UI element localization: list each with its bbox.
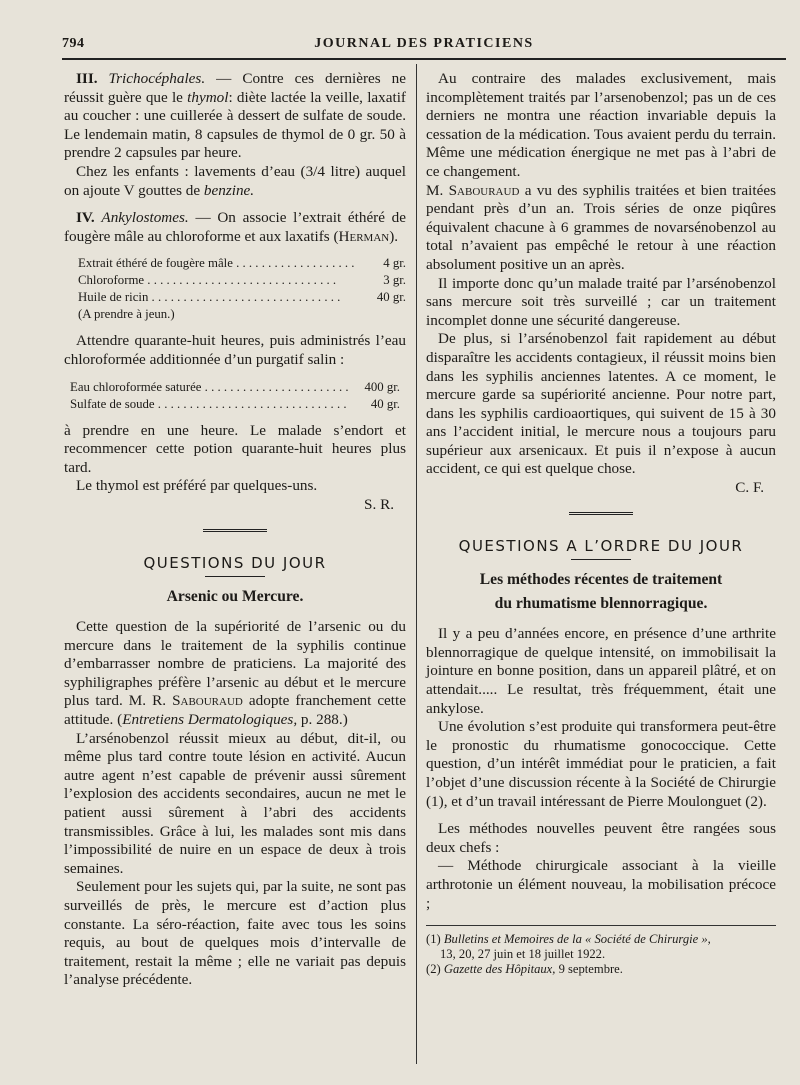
footnote-2: (2) Gazette des Hôpitaux, 9 septembre. — [426, 962, 623, 977]
paragraph-arsenobenzol: L’arsénobenzol réussit mieux au début, dit-il, ou même plus tard contre toute lésion en activité. Aucun autre agent n’est capable de prévenir aussi sûrement l’explosion des accidents secondaires, aucun ne met le patient aussi sûrement à l’abri des accidents transmissibles. Grâce à lui, les malades sont mis dans l’impossibilité de nuire en un espace de deux à trois semaines. — [64, 729, 406, 877]
prescription-line: Sulfate de soude . . . 40 gr. — [70, 396, 400, 413]
paragraph-il-y-a-peu: Il y a peu d’années encore, en présence d’une arthrite blennorragique de quelque intensité, on immobilisait la jointure en bonne position, dans un appareil plâtré, et on attendait..... Le resultat, très fréquemment, était une ankylose. — [426, 625, 776, 717]
paragraph-seulement: Seulement pour les sujets qui, par la suite, ne sont pas surveillés de près, le mercure est d’action plus constante. La séro-réaction, faite avec tous les soins requis, au bout de quelques mois d’intervalle de traitement, restait la même ; elle ne variait pas depuis l’analyse précédente. — [64, 878, 406, 989]
section-heading-questions-du-jour: QUESTIONS DU JOUR — [143, 553, 327, 572]
paragraph-il-importe: Il importe donc qu’un malade traité par l’arsénobenzol sans mercure soit très surveillé ; car un traitement incomplet donne une sécurité dangereuse. — [426, 274, 776, 329]
paragraph-attendre: Attendre quarante-huit heures, puis administrés l’eau chloroformée additionnée d’un purgatif salin : — [64, 332, 406, 368]
paragraph-de-plus: De plus, si l’arsénobenzol fait rapidement au début disparaître les accidents contagieux, il réussit moins bien dans les syphilis anciennes latentes. A ce moment, le mercure garde sa supériorité ancienne. Pour notre part, dans les syphilis cardioaortiques, qui suivent de 15 à 30 ans l’accident initial, le mercure nous a toujours paru supérieur aux arsenicaux. Et puis il n’expose à aucun accident, ce qui est quelque chose. — [426, 330, 776, 478]
paragraph-thymol: Le thymol est préféré par quelques-uns. — [76, 477, 318, 495]
article-title-line-2: du rhumatisme blennorragique. — [494, 595, 708, 613]
prescription-purgatif — [64, 379, 406, 413]
double-rule — [569, 512, 633, 515]
signature-sr: S. R. — [364, 495, 394, 513]
short-rule — [205, 576, 265, 577]
section-heading-ordre-du-jour: QUESTIONS A L’ORDRE DU JOUR — [458, 536, 744, 555]
prescription-line: Eau chloroformée saturée . . . 400 gr. — [70, 379, 400, 396]
paragraph-potion: à prendre en une heure. Le malade s’endort et recommencer cette potion quarante-huit heures plus tard. — [64, 421, 406, 476]
paragraph-ankylostomes: IV. Ankylostomes. — On associe l’extrait éthéré de fougère mâle au chloroforme et aux laxatifs (Herman). — [64, 209, 407, 245]
paragraph-au-contraire: Au contraire des malades exclusivement, mais incomplètement traités par l’arsenobenzol; pas un de ces derniers ne montra une réaction invariable depuis la cessation de la médication. Tous avaient perdu du terrain. Même une médication énergique ne met pas à l’abri de ce changement. — [426, 70, 776, 180]
article-title-arsenic: Arsenic ou Mercure. — [166, 588, 304, 606]
prescription-ankylostomes — [64, 255, 406, 323]
signature-cf: C. F. — [735, 479, 764, 497]
prescription-line: Chloroforme . . . 3 gr. — [78, 272, 406, 289]
left-column — [64, 70, 406, 990]
paragraph-methode-chirurgicale: — Méthode chirurgicale associant à la vieille arthrotonie un élément nouveau, la mobilisation précoce ; — [426, 857, 776, 912]
running-header — [62, 36, 786, 56]
column-divider — [416, 64, 417, 1064]
paragraph-question-arsenic: Cette question de la supériorité de l’arsenic ou du mercure dans le traitement de la syphilis continue d’embarrasser nombre de praticiens. La majorité des syphiligraphes préfère l’arsenic au début et le mercure plus tard. M. R. Sabouraud adopte franchement cette attitude. (Entretiens Dermatologiques, p. 288.) — [64, 618, 406, 729]
paragraph-methodes-nouvelles: Les méthodes nouvelles peuvent être rangées sous deux chefs : — [426, 820, 776, 856]
right-column — [426, 70, 776, 977]
journal-title: JOURNAL DES PRATICIENS — [314, 36, 534, 51]
footnote-rule — [426, 925, 776, 926]
double-rule — [203, 529, 267, 532]
footnote-1: (1) Bulletins et Memoires de la « Société de Chirurgie », 13, 20, 27 juin et 18 juillet 1922. — [426, 932, 711, 962]
paragraph-trichocephales: III. Trichocéphales. — Contre ces dernières ne réussit guère que le thymol: diète lactée la veille, laxatif au coucher : une cuillerée à dessert de sulfate de soude. Le lendemain matin, 8 capsules de thymol de 0 gr. 50 à prendre 2 capsules par heure. — [64, 70, 407, 162]
short-rule — [571, 559, 631, 560]
prescription-line: Huile de ricin . . . 40 gr. — [78, 289, 406, 306]
paragraph-sabouraud: M. Sabouraud a vu des syphilis traitées et bien traitées pendant près d’un an. Trois séries de onze piqûres équivalent chacune à 6 grammes de novarsénobenzol au total n’avaient pas empêché le retour à une réaction absolument positive un an après. — [426, 181, 776, 273]
prescription-note: (A prendre à jeun.) — [78, 307, 175, 322]
prescription-line: Extrait éthéré de fougère mâle . . . 4 gr. — [78, 255, 406, 272]
paragraph-enfants: Chez les enfants : lavements d’eau (3/4 litre) auquel on ajoute V gouttes de benzine. — [64, 162, 406, 199]
page-number: 794 — [62, 36, 85, 51]
header-rule — [62, 58, 786, 60]
paragraph-evolution: Une évolution s’est produite qui transformera peut-être le pronostic du rhumatisme gonococcique. Cette question, d’un intérêt immédiat pour le praticien, a fait l’objet d’une discussion récente à la Société de Chirurgie (1), et d’un travail intéressant de Pierre Moulonguet (2). — [426, 718, 776, 810]
article-title-line-1: Les méthodes récentes de traitement — [479, 571, 723, 589]
